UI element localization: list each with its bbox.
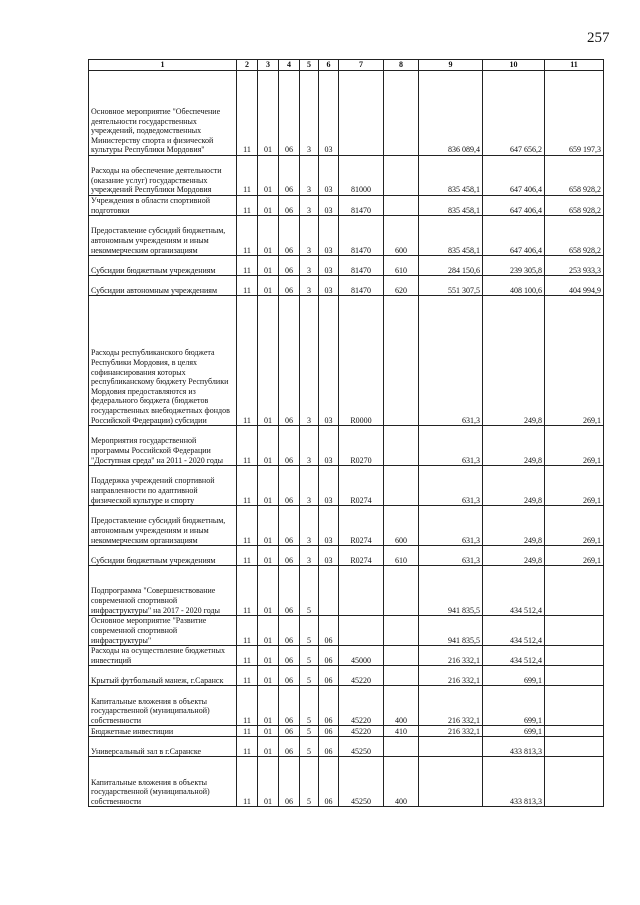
cell-c4: 06 — [279, 726, 300, 737]
cell-c3: 01 — [258, 737, 279, 757]
cell-c4: 06 — [279, 256, 300, 276]
cell-c11: 269,1 — [545, 296, 604, 426]
cell-c2: 11 — [237, 616, 258, 646]
cell-c10: 434 512,4 — [483, 616, 545, 646]
cell-c9: 836 089,4 — [419, 71, 483, 156]
cell-c5: 3 — [300, 296, 319, 426]
cell-c3: 01 — [258, 156, 279, 196]
row-name: Капитальные вложения в объекты государственной (муниципальной) собственности — [89, 686, 237, 726]
cell-c2: 11 — [237, 546, 258, 566]
cell-c10: 647 406,4 — [483, 196, 545, 216]
cell-c3: 01 — [258, 566, 279, 616]
cell-c4: 06 — [279, 71, 300, 156]
cell-c6: 06 — [319, 646, 339, 666]
cell-c2: 11 — [237, 216, 258, 256]
cell-c2: 11 — [237, 71, 258, 156]
cell-c10: 434 512,4 — [483, 646, 545, 666]
column-header-6: 6 — [319, 60, 339, 71]
cell-c9: 631,3 — [419, 466, 483, 506]
table-row — [89, 276, 604, 296]
cell-c11 — [545, 666, 604, 686]
cell-c3: 01 — [258, 666, 279, 686]
cell-c2: 11 — [237, 506, 258, 546]
cell-c6: 06 — [319, 726, 339, 737]
table-row — [89, 757, 604, 807]
cell-c9: 835 458,1 — [419, 156, 483, 196]
cell-c8 — [384, 296, 419, 426]
cell-c9: 835 458,1 — [419, 216, 483, 256]
cell-c9: 216 332,1 — [419, 646, 483, 666]
cell-c8: 400 — [384, 686, 419, 726]
cell-c10: 434 512,4 — [483, 566, 545, 616]
row-name: Расходы на осуществление бюджетных инвестиций — [89, 646, 237, 666]
table-row — [89, 546, 604, 566]
cell-c4: 06 — [279, 156, 300, 196]
cell-c10: 408 100,6 — [483, 276, 545, 296]
cell-c2: 11 — [237, 296, 258, 426]
table-header-row — [89, 60, 604, 71]
cell-c5: 3 — [300, 156, 319, 196]
table-row — [89, 686, 604, 726]
cell-c3: 01 — [258, 726, 279, 737]
cell-c10: 249,8 — [483, 426, 545, 466]
cell-c11 — [545, 646, 604, 666]
table-row — [89, 726, 604, 737]
cell-c4: 06 — [279, 276, 300, 296]
cell-c3: 01 — [258, 466, 279, 506]
cell-c3: 01 — [258, 216, 279, 256]
cell-c7: R0274 — [339, 546, 384, 566]
cell-c7: R0270 — [339, 426, 384, 466]
cell-c4: 06 — [279, 216, 300, 256]
cell-c6: 06 — [319, 666, 339, 686]
column-header-5: 5 — [300, 60, 319, 71]
cell-c9: 631,3 — [419, 506, 483, 546]
cell-c10: 249,8 — [483, 296, 545, 426]
cell-c7 — [339, 566, 384, 616]
cell-c5: 3 — [300, 196, 319, 216]
cell-c5: 5 — [300, 666, 319, 686]
cell-c4: 06 — [279, 646, 300, 666]
cell-c7: 45000 — [339, 646, 384, 666]
cell-c5: 3 — [300, 546, 319, 566]
table-row — [89, 256, 604, 276]
cell-c8: 610 — [384, 546, 419, 566]
cell-c7: 45220 — [339, 686, 384, 726]
table-row — [89, 616, 604, 646]
cell-c2: 11 — [237, 686, 258, 726]
cell-c2: 11 — [237, 156, 258, 196]
cell-c6: 03 — [319, 276, 339, 296]
cell-c8 — [384, 616, 419, 646]
table-row — [89, 216, 604, 256]
row-name: Расходы на обеспечение деятельности (оказание услуг) государственных учреждений Республики Мордовия — [89, 156, 237, 196]
row-name: Учреждения в области спортивной подготовки — [89, 196, 237, 216]
row-name: Мероприятия государственной программы Российской Федерации "Доступная среда" на 2011 - 2020 годы — [89, 426, 237, 466]
cell-c2: 11 — [237, 196, 258, 216]
cell-c3: 01 — [258, 506, 279, 546]
cell-c7 — [339, 616, 384, 646]
cell-c4: 06 — [279, 686, 300, 726]
cell-c9: 216 332,1 — [419, 686, 483, 726]
column-header-11: 11 — [545, 60, 604, 71]
cell-c6: 03 — [319, 466, 339, 506]
cell-c6: 03 — [319, 156, 339, 196]
table-row — [89, 71, 604, 156]
row-name: Основное мероприятие "Развитие современной спортивной инфраструктуры" — [89, 616, 237, 646]
cell-c2: 11 — [237, 426, 258, 466]
row-name: Универсальный зал в г.Саранске — [89, 737, 237, 757]
cell-c2: 11 — [237, 276, 258, 296]
cell-c4: 06 — [279, 506, 300, 546]
cell-c7: 81470 — [339, 196, 384, 216]
table-row — [89, 506, 604, 546]
cell-c7: R0274 — [339, 466, 384, 506]
row-name: Капитальные вложения в объекты государственной (муниципальной) собственности — [89, 757, 237, 807]
cell-c9: 941 835,5 — [419, 566, 483, 616]
cell-c3: 01 — [258, 616, 279, 646]
column-header-9: 9 — [419, 60, 483, 71]
cell-c4: 06 — [279, 737, 300, 757]
cell-c2: 11 — [237, 466, 258, 506]
cell-c8: 610 — [384, 256, 419, 276]
cell-c4: 06 — [279, 296, 300, 426]
cell-c9: 941 835,5 — [419, 616, 483, 646]
table-row — [89, 156, 604, 196]
page-number: 257 — [587, 30, 610, 46]
cell-c8 — [384, 646, 419, 666]
cell-c9: 284 150,6 — [419, 256, 483, 276]
cell-c4: 06 — [279, 757, 300, 807]
cell-c2: 11 — [237, 256, 258, 276]
cell-c5: 3 — [300, 276, 319, 296]
column-header-1: 1 — [89, 60, 237, 71]
cell-c8: 410 — [384, 726, 419, 737]
cell-c9: 631,3 — [419, 296, 483, 426]
table-row — [89, 666, 604, 686]
cell-c11: 269,1 — [545, 546, 604, 566]
cell-c3: 01 — [258, 646, 279, 666]
cell-c8 — [384, 566, 419, 616]
cell-c11: 404 994,9 — [545, 276, 604, 296]
cell-c6: 06 — [319, 686, 339, 726]
cell-c6: 03 — [319, 256, 339, 276]
cell-c6: 06 — [319, 737, 339, 757]
cell-c4: 06 — [279, 196, 300, 216]
cell-c3: 01 — [258, 256, 279, 276]
cell-c5: 5 — [300, 616, 319, 646]
table-row — [89, 737, 604, 757]
column-header-8: 8 — [384, 60, 419, 71]
cell-c8 — [384, 71, 419, 156]
cell-c9: 551 307,5 — [419, 276, 483, 296]
cell-c9: 631,3 — [419, 546, 483, 566]
row-name: Поддержка учреждений спортивной направленности по адаптивной физической культуре и спорту — [89, 466, 237, 506]
cell-c10: 699,1 — [483, 686, 545, 726]
cell-c5: 3 — [300, 216, 319, 256]
column-header-2: 2 — [237, 60, 258, 71]
cell-c5: 3 — [300, 466, 319, 506]
table-row — [89, 426, 604, 466]
cell-c3: 01 — [258, 71, 279, 156]
row-name: Крытый футбольный манеж, г.Саранск — [89, 666, 237, 686]
cell-c10: 249,8 — [483, 546, 545, 566]
cell-c10: 699,1 — [483, 726, 545, 737]
cell-c3: 01 — [258, 196, 279, 216]
cell-c11 — [545, 686, 604, 726]
cell-c3: 01 — [258, 426, 279, 466]
cell-c7: R0274 — [339, 506, 384, 546]
cell-c5: 5 — [300, 726, 319, 737]
row-name: Предоставление субсидий бюджетным, автономным учреждениям и иным некоммерческим организациям — [89, 506, 237, 546]
row-name: Субсидии бюджетным учреждениям — [89, 256, 237, 276]
cell-c8 — [384, 196, 419, 216]
column-header-4: 4 — [279, 60, 300, 71]
cell-c10: 647 656,2 — [483, 71, 545, 156]
cell-c4: 06 — [279, 426, 300, 466]
cell-c5: 3 — [300, 71, 319, 156]
column-header-10: 10 — [483, 60, 545, 71]
cell-c4: 06 — [279, 546, 300, 566]
row-name: Субсидии бюджетным учреждениям — [89, 546, 237, 566]
cell-c10: 249,8 — [483, 466, 545, 506]
table-body — [89, 71, 604, 807]
cell-c8: 620 — [384, 276, 419, 296]
cell-c8 — [384, 156, 419, 196]
cell-c11: 658 928,2 — [545, 156, 604, 196]
cell-c10: 433 813,3 — [483, 757, 545, 807]
cell-c7: 81000 — [339, 156, 384, 196]
cell-c9: 216 332,1 — [419, 726, 483, 737]
cell-c5: 5 — [300, 737, 319, 757]
table-row — [89, 296, 604, 426]
cell-c8 — [384, 666, 419, 686]
cell-c3: 01 — [258, 757, 279, 807]
cell-c11 — [545, 726, 604, 737]
cell-c7 — [339, 71, 384, 156]
cell-c9 — [419, 737, 483, 757]
cell-c5: 3 — [300, 506, 319, 546]
column-header-7: 7 — [339, 60, 384, 71]
cell-c6: 06 — [319, 616, 339, 646]
cell-c9 — [419, 757, 483, 807]
cell-c2: 11 — [237, 566, 258, 616]
cell-c11: 659 197,3 — [545, 71, 604, 156]
cell-c6 — [319, 566, 339, 616]
cell-c11 — [545, 566, 604, 616]
cell-c3: 01 — [258, 276, 279, 296]
cell-c10: 239 305,8 — [483, 256, 545, 276]
cell-c5: 5 — [300, 686, 319, 726]
cell-c5: 3 — [300, 256, 319, 276]
cell-c3: 01 — [258, 546, 279, 566]
cell-c11: 253 933,3 — [545, 256, 604, 276]
cell-c6: 03 — [319, 546, 339, 566]
cell-c6: 03 — [319, 506, 339, 546]
cell-c7: 45220 — [339, 666, 384, 686]
cell-c3: 01 — [258, 296, 279, 426]
cell-c11: 269,1 — [545, 426, 604, 466]
cell-c2: 11 — [237, 726, 258, 737]
cell-c11 — [545, 737, 604, 757]
row-name: Предоставление субсидий бюджетным, автономным учреждениям и иным некоммерческим организациям — [89, 216, 237, 256]
cell-c7: 45250 — [339, 737, 384, 757]
cell-c11: 658 928,2 — [545, 196, 604, 216]
row-name: Субсидии автономным учреждениям — [89, 276, 237, 296]
cell-c3: 01 — [258, 686, 279, 726]
table-row — [89, 566, 604, 616]
cell-c9: 216 332,1 — [419, 666, 483, 686]
cell-c10: 647 406,4 — [483, 156, 545, 196]
cell-c6: 03 — [319, 196, 339, 216]
cell-c2: 11 — [237, 757, 258, 807]
cell-c6: 03 — [319, 296, 339, 426]
cell-c11 — [545, 616, 604, 646]
cell-c7: R0000 — [339, 296, 384, 426]
row-name: Основное мероприятие "Обеспечение деятельности государственных учреждений, подведомственных Министерству спорта и физической культуры Республики Мордовия" — [89, 71, 237, 156]
row-name: Расходы республиканского бюджета Республики Мордовия, в целях софинансирования которых республиканскому бюджету Республики Мордовия предоставляются из федерального бюджета (бюджетов государственных внебюджетных фондов Российской Федерации) субсидии — [89, 296, 237, 426]
cell-c8: 400 — [384, 757, 419, 807]
cell-c2: 11 — [237, 666, 258, 686]
cell-c7: 45250 — [339, 757, 384, 807]
cell-c2: 11 — [237, 646, 258, 666]
budget-table — [88, 59, 604, 807]
column-header-3: 3 — [258, 60, 279, 71]
cell-c8 — [384, 737, 419, 757]
cell-c11 — [545, 757, 604, 807]
cell-c4: 06 — [279, 466, 300, 506]
cell-c9: 631,3 — [419, 426, 483, 466]
row-name: Подпрограмма "Совершенствование современной спортивной инфраструктуры" на 2017 - 2020 годы — [89, 566, 237, 616]
table-row — [89, 196, 604, 216]
cell-c4: 06 — [279, 666, 300, 686]
cell-c10: 249,8 — [483, 506, 545, 546]
cell-c8: 600 — [384, 506, 419, 546]
cell-c8 — [384, 466, 419, 506]
cell-c11: 658 928,2 — [545, 216, 604, 256]
cell-c7: 45220 — [339, 726, 384, 737]
cell-c9: 835 458,1 — [419, 196, 483, 216]
cell-c6: 03 — [319, 216, 339, 256]
cell-c8 — [384, 426, 419, 466]
cell-c2: 11 — [237, 737, 258, 757]
table-row — [89, 466, 604, 506]
cell-c7: 81470 — [339, 216, 384, 256]
cell-c5: 5 — [300, 757, 319, 807]
cell-c11: 269,1 — [545, 506, 604, 546]
cell-c10: 647 406,4 — [483, 216, 545, 256]
cell-c4: 06 — [279, 566, 300, 616]
cell-c7: 81470 — [339, 276, 384, 296]
cell-c6: 06 — [319, 757, 339, 807]
cell-c5: 5 — [300, 646, 319, 666]
table-row — [89, 646, 604, 666]
cell-c4: 06 — [279, 616, 300, 646]
row-name: Бюджетные инвестиции — [89, 726, 237, 737]
cell-c5: 5 — [300, 566, 319, 616]
cell-c5: 3 — [300, 426, 319, 466]
cell-c11: 269,1 — [545, 466, 604, 506]
cell-c6: 03 — [319, 71, 339, 156]
cell-c10: 699,1 — [483, 666, 545, 686]
cell-c10: 433 813,3 — [483, 737, 545, 757]
cell-c8: 600 — [384, 216, 419, 256]
cell-c6: 03 — [319, 426, 339, 466]
cell-c7: 81470 — [339, 256, 384, 276]
